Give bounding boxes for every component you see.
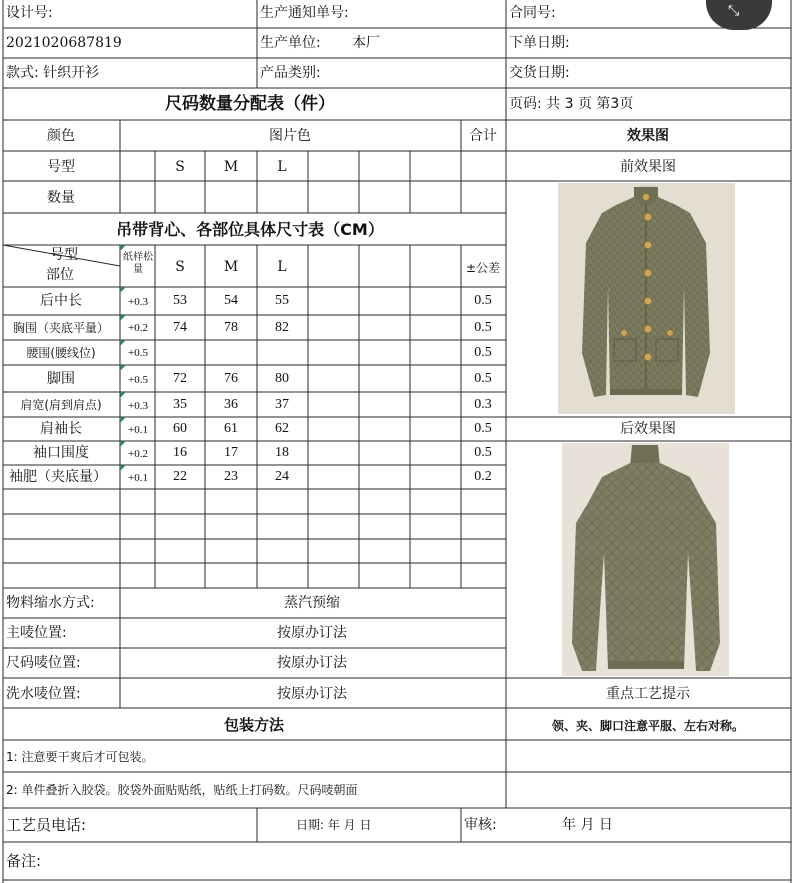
value-l: 37	[275, 397, 289, 412]
allowance-value: +0.5	[128, 374, 148, 386]
review-label: 审核:	[464, 817, 497, 833]
tolerance-value: 0.5	[474, 371, 492, 386]
style-label: 款式: 针织开衫	[6, 65, 100, 81]
size-m: M	[223, 159, 239, 175]
value-l: 82	[275, 320, 289, 335]
size-qty-title: 尺码数量分配表（件）	[165, 94, 335, 114]
back-view-label: 后效果图	[620, 421, 676, 437]
packing-line-2: 2: 单件叠折入胶袋。胶袋外面贴贴纸，贴纸上打码数。尺码唛朝面	[6, 783, 358, 797]
part-name: 肩宽(肩到肩点)	[20, 398, 102, 412]
size-label: 号型	[47, 159, 75, 175]
allowance-value: +0.3	[128, 400, 148, 412]
value-l: 24	[275, 469, 289, 484]
value-l: 55	[275, 293, 289, 308]
value-m: 54	[224, 293, 238, 308]
main-label-position-value: 按原办订法	[277, 625, 347, 641]
wash-label-position-value: 按原办订法	[277, 686, 347, 702]
tolerance-value: 0.5	[474, 320, 492, 335]
allowance-header: 纸样松量	[123, 252, 153, 275]
measure-size-s: S	[175, 259, 185, 275]
design-no-label: 设计号:	[6, 5, 53, 21]
allowance-value: +0.5	[128, 347, 148, 359]
value-s: 53	[173, 293, 187, 308]
color-label: 颜色	[47, 128, 75, 144]
main-label-position-label: 主唛位置:	[6, 625, 67, 641]
product-category-label: 产品类别:	[260, 65, 321, 81]
part-name: 袖肥（夹底量）	[9, 469, 107, 485]
value-s: 22	[173, 469, 187, 484]
craft-note: 领、夹、脚口注意平服、左右对称。	[551, 719, 745, 733]
review-date: 年 月 日	[562, 817, 613, 833]
allowance-value: +0.3	[128, 296, 148, 308]
date-label: 日期: 年 月 日	[296, 818, 372, 832]
delivery-date-label: 交货日期:	[509, 65, 570, 81]
allowance-value: +0.2	[128, 322, 148, 334]
value-m: 76	[224, 371, 238, 386]
tolerance-value: 0.5	[474, 421, 492, 436]
effect-title: 效果图	[627, 128, 669, 144]
tolerance-value: 0.5	[474, 293, 492, 308]
shrink-method-label: 物料缩水方式:	[6, 595, 95, 611]
tolerance-value: 0.2	[474, 469, 492, 484]
production-unit-value: 本厂	[352, 35, 380, 51]
part-name: 肩袖长	[40, 421, 82, 437]
collapse-button[interactable]	[706, 0, 772, 30]
measure-size-m: M	[223, 259, 239, 275]
value-l: 18	[275, 445, 289, 460]
header-part: 部位	[46, 267, 74, 283]
shrink-method-value: 蒸汽预缩	[284, 595, 340, 611]
wash-label-position-label: 洗水唛位置:	[6, 686, 81, 702]
page-indicator: 页码: 共 3 页 第3页	[509, 96, 634, 112]
size-label-position-value: 按原办订法	[277, 655, 347, 671]
design-no-value: 2021020687819	[6, 35, 122, 51]
part-name: 腰围(腰线位)	[26, 346, 96, 360]
color-value: 图片色	[269, 128, 311, 144]
value-m: 17	[224, 445, 238, 460]
quantity-label: 数量	[47, 190, 75, 206]
measure-size-l: L	[277, 259, 287, 275]
part-name: 胸围（夹底平量）	[12, 321, 110, 335]
tolerance-value: 0.5	[474, 345, 492, 360]
front-view-label: 前效果图	[620, 159, 676, 175]
value-s: 16	[173, 445, 187, 460]
size-label-position-label: 尺码唛位置:	[6, 655, 81, 671]
packing-line-1: 1: 注意要干爽后才可包装。	[6, 750, 154, 764]
allowance-value: +0.1	[128, 424, 148, 436]
measure-title: 吊带背心、各部位具体尺寸表（CM）	[116, 220, 384, 239]
allowance-value: +0.2	[128, 448, 148, 460]
total-label: 合计	[469, 128, 497, 144]
craft-title: 重点工艺提示	[606, 686, 690, 702]
technician-phone-label: 工艺员电话:	[6, 816, 87, 834]
allowance-value: +0.1	[128, 472, 148, 484]
part-name: 后中长	[40, 293, 82, 309]
part-name: 脚围	[47, 371, 75, 387]
production-unit-label: 生产单位:	[260, 35, 321, 51]
packing-title: 包装方法	[223, 716, 285, 734]
value-m: 61	[224, 421, 238, 436]
value-l: 62	[275, 421, 289, 436]
tolerance-value: 0.5	[474, 445, 492, 460]
back-garment-image	[562, 443, 729, 676]
order-date-label: 下单日期:	[509, 35, 570, 51]
value-s: 35	[173, 397, 187, 412]
size-l: L	[277, 159, 287, 175]
value-m: 78	[224, 320, 238, 335]
value-l: 80	[275, 371, 289, 386]
tolerance-header: ±公差	[465, 261, 501, 275]
part-name: 袖口围度	[33, 445, 89, 461]
value-s: 72	[173, 371, 187, 386]
size-s: S	[175, 159, 185, 175]
value-s: 74	[173, 320, 187, 335]
value-m: 23	[224, 469, 238, 484]
value-m: 36	[224, 397, 238, 412]
front-garment-image	[558, 183, 735, 414]
contract-no-label: 合同号:	[509, 5, 556, 21]
tolerance-value: 0.3	[474, 397, 492, 412]
collapse-icon: ⤡	[728, 3, 740, 19]
value-s: 60	[173, 421, 187, 436]
notice-no-label: 生产通知单号:	[260, 5, 349, 21]
header-size-type: 号型	[50, 247, 78, 263]
remark-label: 备注:	[6, 852, 42, 870]
